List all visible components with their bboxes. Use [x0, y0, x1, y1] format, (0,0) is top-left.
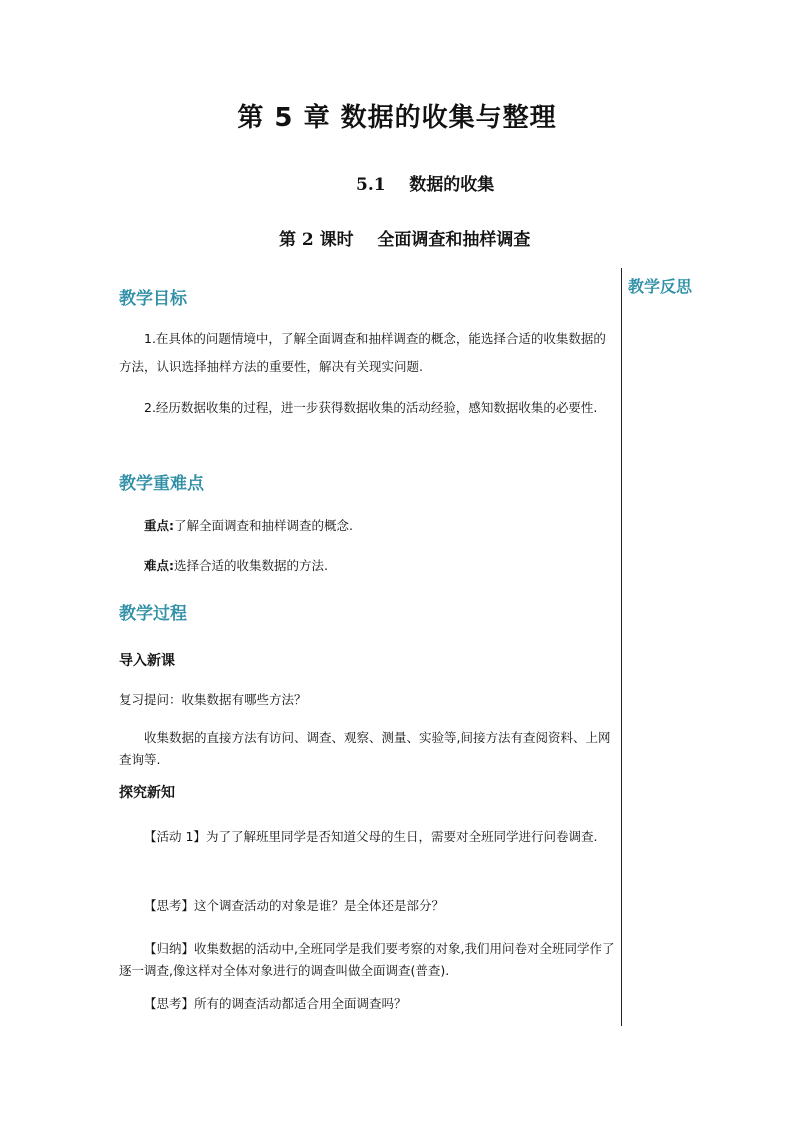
difficulty-point	[119, 552, 615, 580]
objective-item-2: 2.经历数据收集的过程，进一步获得数据收集的活动经验，感知数据收集的必要性.	[144, 400, 598, 415]
activity-1	[119, 823, 615, 851]
review-answer: 收集数据的直接方法有访问、调查、观察、测量、实验等,间接方法有查阅资料、上网查询等.	[119, 730, 611, 767]
focus-point	[119, 512, 615, 540]
side-divider	[621, 268, 622, 1026]
lesson-title: 第 2 课时 全面调查和抽样调查	[279, 230, 531, 250]
think-1-text: 这个调查活动的对象是谁？是全体还是部分？	[194, 898, 445, 913]
think-2-label: 【思考】	[144, 996, 195, 1011]
think-2	[119, 990, 615, 1018]
summary	[119, 938, 615, 982]
focus-label: 重点:	[144, 518, 174, 533]
review-question: 复习提问：收集数据有哪些方法？	[119, 692, 307, 707]
focus-text: 了解全面调查和抽样调查的概念.	[174, 518, 353, 533]
think-1	[119, 892, 615, 920]
think-2-text: 所有的调查活动都适合用全面调查吗？	[194, 996, 407, 1011]
objective-item-1: 1.在具体的问题情境中，了解全面调查和抽样调查的概念，能选择合适的收集数据的方法，认识选择抽样方法的重要性，解决有关现实问题.	[119, 331, 606, 374]
side-heading-reflection: 教学反思	[628, 277, 693, 296]
difficulty-text: 选择合适的收集数据的方法.	[174, 558, 328, 573]
summary-text: 收集数据的活动中,全班同学是我们要考察的对象,我们用问卷对全班同学作了逐一调查,像这样对全体对象进行的调查叫做全面调查(普查).	[119, 941, 615, 978]
difficulty-label: 难点:	[144, 558, 174, 573]
section-title: 5.1 数据的收集	[356, 175, 495, 195]
activity-1-label: 【活动 1】	[144, 829, 206, 844]
think-1-label: 【思考】	[144, 898, 195, 913]
explore-heading: 探究新知	[119, 785, 175, 801]
objectives-heading: 教学目标	[119, 289, 187, 309]
key-points-heading: 教学重难点	[119, 474, 204, 494]
chapter-title: 第 5 章 数据的收集与整理	[237, 103, 557, 133]
activity-1-text: 为了了解班里同学是否知道父母的生日，需要对全班同学进行问卷调查.	[205, 829, 598, 844]
intro-heading: 导入新课	[119, 653, 175, 669]
summary-label: 【归纳】	[144, 941, 195, 956]
process-heading: 教学过程	[119, 604, 187, 624]
